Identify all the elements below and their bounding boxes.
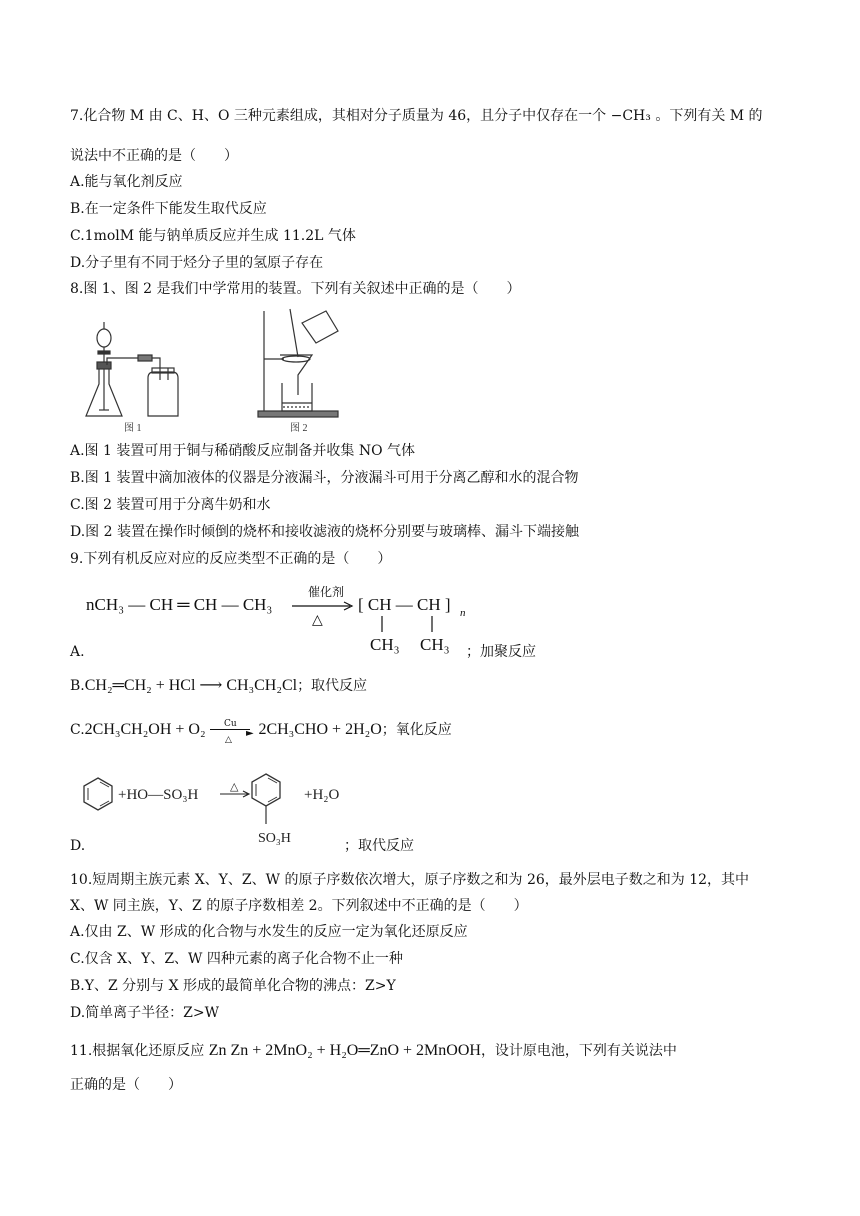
q7-stem-line2: 说法中不正确的是（ ） (70, 148, 238, 164)
q9-stem: 9.下列有机反应对应的反应类型不正确的是（ ） (70, 551, 392, 567)
figure-2-caption: 图 2 (290, 423, 308, 434)
q8-option-c: C.图 2 装置可用于分离牛奶和水 (70, 497, 271, 513)
q9-b-label: B. (70, 678, 85, 694)
q10-option-c: C.仅含 X、Y、Z、W 四种元素的离子化合物不止一种 (70, 951, 403, 967)
q9-a-catalyst: 催化剂 (308, 585, 345, 599)
q9-a-heat: △ (312, 613, 323, 628)
q7-option-c: C.1molM 能与钠单质反应并生成 11.2L 气体 (70, 228, 356, 244)
q9-option-a-equation (80, 580, 500, 656)
q7-option-b: B.在一定条件下能发生取代反应 (70, 201, 267, 217)
q11-pre: 11.根据氧化还原反应 (70, 1043, 209, 1059)
q9-c-label: C. (70, 722, 85, 738)
q11-post: ，设计原电池，下列有关说法中 (480, 1043, 677, 1059)
q9-a-sub-2: CH₃ (420, 635, 450, 654)
q9-option-d-type: ；取代反应 (344, 838, 414, 854)
q9-a-sub-1: CH₃ (370, 635, 400, 654)
q9-d-reagent: +HO—SO₃H (118, 787, 199, 803)
q9-option-d-label: D. (70, 838, 86, 854)
q8-option-d: D.图 2 装置在操作时倾倒的烧杯和接收滤液的烧杯分别要与玻璃棒、漏斗下端接触 (70, 524, 579, 540)
q10-stem-line1: 10.短周期主族元素 X、Y、Z、W 的原子序数依次增大，原子序数之和为 26，最外层电子数之和为 12，其中 (70, 872, 750, 888)
figure-1-caption: 图 1 (124, 423, 142, 434)
q9-a-product: [ CH — CH ] (358, 595, 451, 614)
q9-a-reactant: nCH₃ — CH ═ CH — CH₃ (86, 595, 273, 614)
q10-option-a: A.仅由 Z、W 形成的化合物与水发生的反应一定为氧化还原反应 (70, 924, 468, 940)
q11-stem-line2: 正确的是（ ） (70, 1077, 182, 1093)
figure-2-apparatus (250, 303, 350, 437)
q8-stem: 8.图 1、图 2 是我们中学常用的装置。下列有关叙述中正确的是（ ） (70, 281, 521, 297)
q9-c-catalyst: Cu (224, 719, 237, 729)
q7-option-d: D.分子里有不同于烃分子里的氢原子存在 (70, 255, 324, 271)
q9-option-a-type: ；加聚反应 (466, 644, 536, 660)
q11-equation: Zn Zn + 2MnO₂ + H₂O═ZnO + 2MnOOH (208, 1042, 481, 1059)
q9-b-equation: CH₂═CH₂ + HCl ⟶ CH₃CH₂Cl (84, 677, 298, 694)
q10-option-b: B.Y、Z 分别与 X 形成的最简单化合物的沸点：Z>Y (70, 978, 396, 994)
q9-d-product-sub: SO₃H (258, 831, 291, 846)
q8-option-b: B.图 1 装置中滴加液体的仪器是分液漏斗，分液漏斗可用于分离乙醇和水的混合物 (70, 470, 579, 486)
q8-option-a: A.图 1 装置可用于铜与稀硝酸反应制备并收集 NO 气体 (70, 443, 415, 459)
q9-a-product-n: n (460, 607, 466, 619)
q9-c-arrow: Cu ► △ (210, 720, 254, 740)
q10-option-d: D.简单离子半径：Z>W (70, 1005, 220, 1021)
q9-d-heat: △ (230, 781, 239, 793)
q9-d-water: +H₂O (304, 787, 340, 803)
q7-stem-line1: 7.化合物 M 由 C、H、O 三种元素组成，其相对分子质量为 46，且分子中仅存在一个 −CH₃ 。下列有关 M 的 (70, 108, 763, 124)
q9-c-lhs: 2CH₃CH₂OH + O₂ (84, 721, 206, 738)
q7-option-a: A.能与氧化剂反应 (70, 174, 183, 190)
q11-stem-line1 (70, 1041, 677, 1061)
q9-option-a-label: A. (70, 644, 85, 660)
q9-c-type: ；氧化反应 (381, 722, 452, 738)
figure-1-apparatus (82, 318, 192, 436)
q9-c-rhs: 2CH₃CHO + 2H₂O (258, 721, 382, 738)
q10-stem-line2: X、W 同主族，Y、Z 的原子序数相差 2。下列叙述中不正确的是（ ） (70, 898, 528, 914)
q9-b-type: ；取代反应 (297, 678, 368, 694)
q9-c-heat: △ (225, 735, 232, 745)
q9-option-c (70, 719, 452, 745)
q9-option-d-equation (80, 766, 370, 850)
q9-option-b (70, 676, 367, 696)
